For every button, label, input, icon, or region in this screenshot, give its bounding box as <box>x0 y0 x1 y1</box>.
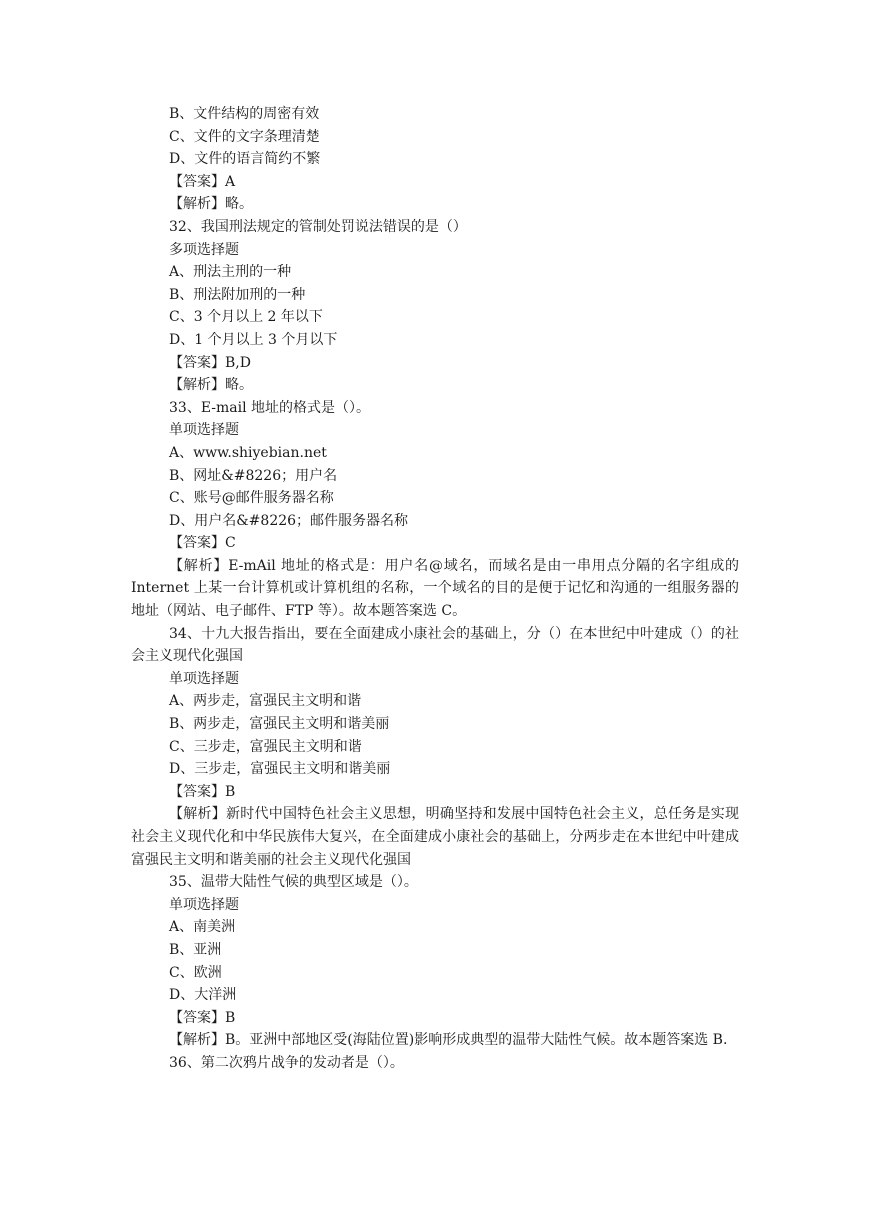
text-line: C、文件的文字条理清楚 <box>169 128 320 145</box>
text-line: 33、E-mail 地址的格式是（）。 <box>169 399 371 416</box>
text-line: A、南美洲 <box>169 919 236 936</box>
text-line: A、www.shiyebian.net <box>169 444 327 461</box>
text-paragraph: 【解析】新时代中国特色社会主义思想，明确坚持和发展中国特色社会主义，总任务是实现社会主义现代化和中华民族伟大复兴，在全面建成小康社会的基础上，分两步走在本世纪中叶建成富强民主文明和谐美丽的社会主义现代化强国 <box>131 806 739 868</box>
text-line: 多项选择题 <box>169 241 239 258</box>
text-line: C、账号@邮件服务器名称 <box>169 490 334 507</box>
text-line: D、用户名&#8226；邮件服务器名称 <box>169 512 409 529</box>
text-paragraph: 34、十九大报告指出，要在全面建成小康社会的基础上，分（）在本世纪中叶建成（）的社会主义现代化强国 <box>131 625 739 665</box>
text-line: 36、第二次鸦片战争的发动者是（）。 <box>169 1054 404 1071</box>
text-line: 【答案】B <box>169 1009 236 1026</box>
text-line: B、文件结构的周密有效 <box>169 106 320 122</box>
text-line: 【答案】B <box>169 783 236 800</box>
text-line: B、刑法附加刑的一种 <box>169 286 306 303</box>
text-line: C、三步走，富强民主文明和谐 <box>169 738 362 755</box>
text-line: 【解析】略。 <box>169 377 253 394</box>
text-line: 【解析】略。 <box>169 196 253 213</box>
text-line: D、文件的语言简约不繁 <box>169 151 321 168</box>
text-line: B、网址&#8226；用户名 <box>169 467 338 484</box>
text-line: 35、温带大陆性气候的典型区域是（）。 <box>169 874 418 891</box>
text-line: 【答案】A <box>169 173 236 190</box>
text-line: A、刑法主刑的一种 <box>169 264 292 281</box>
text-line: 32、我国刑法规定的管制处罚说法错误的是（） <box>169 218 467 235</box>
text-line: D、大洋洲 <box>169 987 237 1004</box>
text-line: 【答案】B,D <box>169 354 251 371</box>
text-line: 单项选择题 <box>169 670 239 687</box>
text-line: B、两步走，富强民主文明和谐美丽 <box>169 716 390 733</box>
document-body <box>131 103 739 1075</box>
text-paragraph: 【解析】B。亚洲中部地区受(海陆位置)影响形成典型的温带大陆性气候。故本题答案选 B. <box>169 1032 728 1049</box>
text-line: 单项选择题 <box>169 896 239 913</box>
text-line: D、1 个月以上 3 个月以下 <box>169 331 338 348</box>
text-line: 单项选择题 <box>169 422 239 439</box>
text-line: A、两步走，富强民主文明和谐 <box>169 693 362 710</box>
text-line: B、亚洲 <box>169 941 222 958</box>
text-paragraph: 【解析】E-mAil 地址的格式是：用户名@域名，而域名是由一串用点分隔的名字组成的 Internet 上某一台计算机或计算机组的名称，一个域名的目的是便于记忆和沟通的一组服务器的地址（网站、电子邮件、FTP 等）。故本题答案选 C。 <box>131 557 739 620</box>
text-line: D、三步走，富强民主文明和谐美丽 <box>169 761 391 778</box>
text-line: C、欧洲 <box>169 964 222 981</box>
text-line: 【答案】C <box>169 535 236 552</box>
text-line: C、3 个月以上 2 年以下 <box>169 309 323 326</box>
